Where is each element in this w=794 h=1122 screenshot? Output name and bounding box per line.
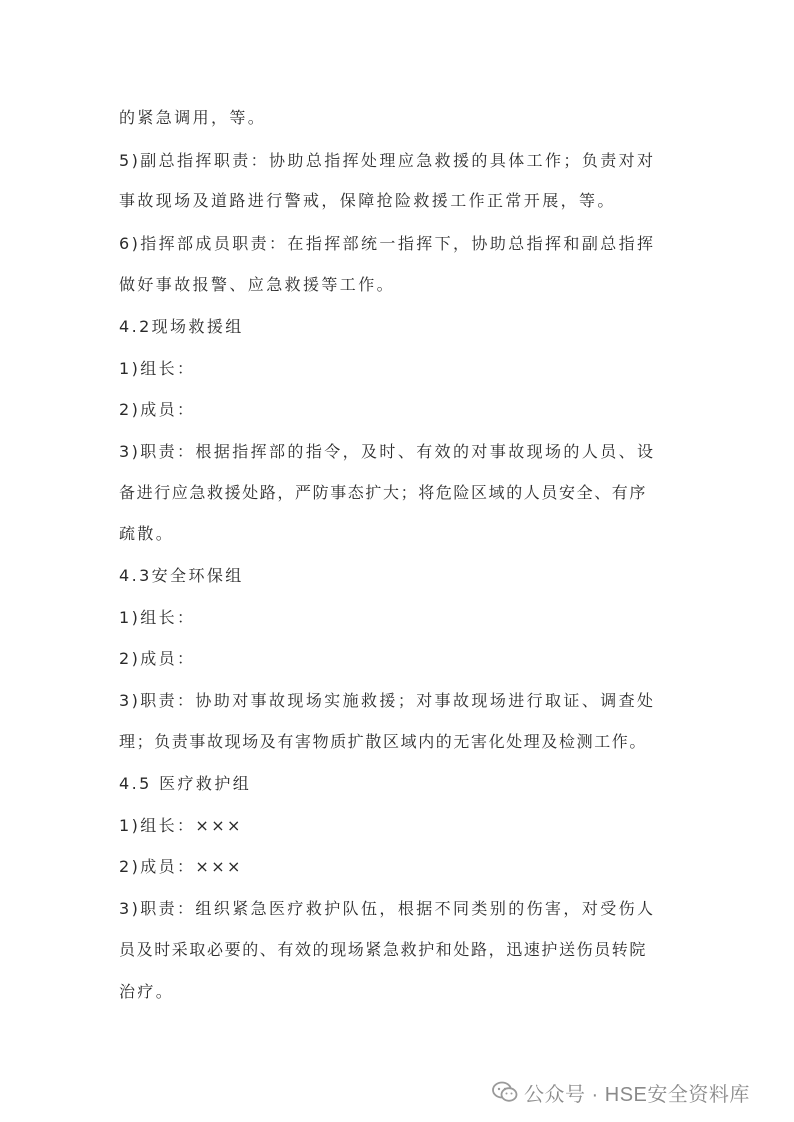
text-line: 2)成员：: [119, 400, 196, 419]
section-heading: 4.3安全环保组: [119, 566, 244, 585]
text-line: 1)组长：×××: [119, 816, 243, 835]
text-line: 2)成员：: [119, 649, 196, 668]
text-line: 3)职责：根据指挥部的指令，及时、有效的对事故现场的人员、设: [119, 442, 656, 461]
wechat-icon: [492, 1081, 518, 1103]
text-line: 3)职责：组织紧急医疗救护队伍，根据不同类别的伤害，对受伤人: [119, 899, 656, 918]
text-line: 1)组长：: [119, 359, 196, 378]
text-line: 理；负责事故现场及有害物质扩散区域内的无害化处理及检测工作。: [119, 732, 648, 751]
text-line: 1)组长：: [119, 608, 196, 627]
text-line: 的紧急调用，等。: [119, 108, 267, 127]
section-heading: 4.5 医疗救护组: [119, 774, 252, 793]
text-line: 6)指挥部成员职责：在指挥部统一指挥下，协助总指挥和副总指挥: [119, 234, 656, 253]
text-line: 疏散。: [119, 524, 175, 543]
watermark: [492, 1078, 750, 1106]
text-line: 2)成员：×××: [119, 857, 243, 876]
text-line: 5)副总指挥职责：协助总指挥处理应急救援的具体工作；负责对对: [119, 151, 656, 170]
watermark-text: 公众号 · HSE安全资料库: [524, 1083, 750, 1106]
text-line: 治疗。: [119, 982, 175, 1001]
text-line: 员及时采取必要的、有效的现场紧急救护和处路，迅速护送伤员转院: [119, 940, 648, 959]
text-line: 备进行应急救援处路，严防事态扩大；将危险区域的人员安全、有序: [119, 483, 648, 502]
section-heading: 4.2现场救援组: [119, 317, 244, 336]
text-line: 做好事故报警、应急救援等工作。: [119, 275, 396, 294]
text-line: 3)职责：协助对事故现场实施救援；对事故现场进行取证、调查处: [119, 691, 656, 710]
text-line: 事故现场及道路进行警戒，保障抢险救援工作正常开展，等。: [119, 191, 616, 210]
